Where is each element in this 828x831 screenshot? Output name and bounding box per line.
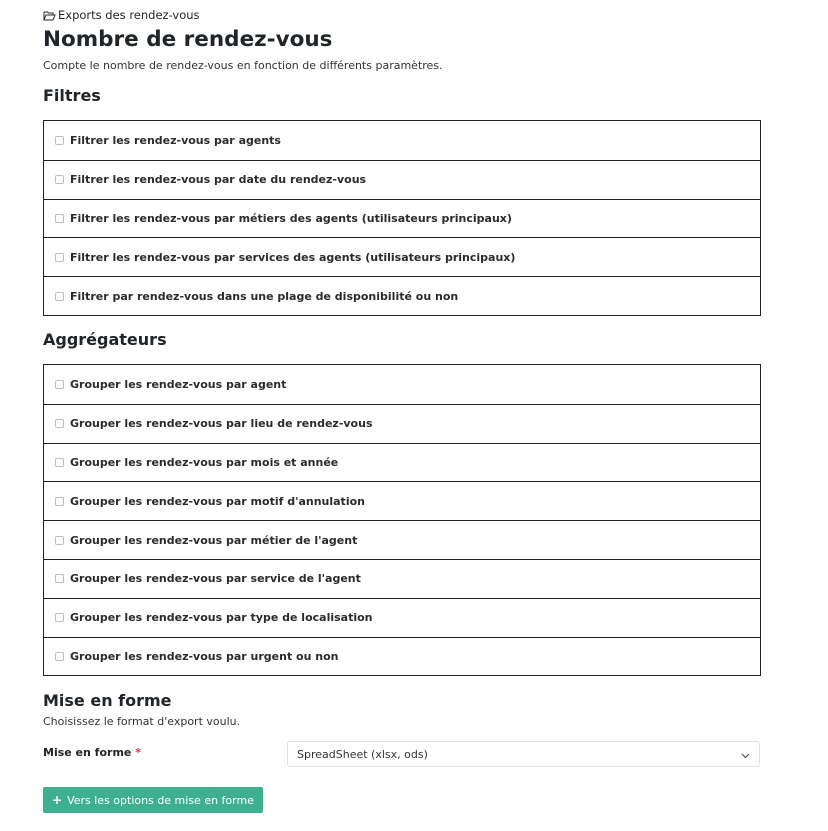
aggregators-list: [43, 364, 761, 676]
aggregator-label: Grouper les rendez-vous par métier de l'agent: [70, 533, 358, 547]
aggregator-item[interactable]: [44, 598, 760, 637]
filters-title: Filtres: [43, 86, 101, 105]
checkbox[interactable]: [55, 136, 64, 145]
plus-icon: +: [52, 793, 63, 807]
filter-label: Filtrer les rendez-vous par services des agents (utilisateurs principaux): [70, 250, 516, 264]
format-select[interactable]: [287, 741, 760, 767]
checkbox[interactable]: [55, 175, 64, 184]
formatting-help: Choisissez le format d'export voulu.: [43, 715, 241, 728]
aggregator-label: Grouper les rendez-vous par motif d'annulation: [70, 494, 365, 508]
aggregator-item[interactable]: [44, 365, 760, 404]
aggregator-label: Grouper les rendez-vous par service de l'agent: [70, 572, 361, 586]
checkbox[interactable]: [55, 652, 64, 661]
aggregator-item[interactable]: [44, 443, 760, 482]
aggregator-item[interactable]: [44, 559, 760, 598]
chevron-down-icon: [741, 750, 750, 759]
aggregator-label: Grouper les rendez-vous par agent: [70, 377, 287, 391]
checkbox[interactable]: [55, 419, 64, 428]
breadcrumb-link[interactable]: Exports des rendez-vous: [58, 8, 200, 22]
aggregator-label: Grouper les rendez-vous par urgent ou non: [70, 649, 339, 663]
aggregator-label: Grouper les rendez-vous par mois et année: [70, 455, 339, 469]
aggregator-item[interactable]: [44, 404, 760, 443]
filter-item[interactable]: [44, 121, 760, 160]
filter-label: Filtrer les rendez-vous par agents: [70, 133, 281, 147]
page-title: Nombre de rendez-vous: [43, 27, 333, 52]
checkbox[interactable]: [55, 574, 64, 583]
format-select-value: SpreadSheet (xlsx, ods): [297, 747, 428, 761]
format-field-label: [43, 746, 141, 759]
format-label-text: Mise en forme: [43, 746, 132, 759]
filters-list: [43, 120, 761, 316]
checkbox[interactable]: [55, 497, 64, 506]
aggregator-label: Grouper les rendez-vous par type de localisation: [70, 611, 373, 625]
required-mark: *: [135, 746, 141, 759]
filter-item[interactable]: [44, 276, 760, 315]
aggregator-item[interactable]: [44, 637, 760, 676]
checkbox[interactable]: [55, 214, 64, 223]
page-subtitle: Compte le nombre de rendez-vous en fonction de différents paramètres.: [43, 59, 443, 72]
filter-item[interactable]: [44, 237, 760, 276]
filter-item[interactable]: [44, 160, 760, 199]
checkbox[interactable]: [55, 458, 64, 467]
checkbox[interactable]: [55, 380, 64, 389]
aggregator-item[interactable]: [44, 481, 760, 520]
filter-label: Filtrer les rendez-vous par métiers des agents (utilisateurs principaux): [70, 211, 512, 225]
formatting-options-button[interactable]: [43, 787, 263, 813]
filter-item[interactable]: [44, 199, 760, 238]
formatting-title: Mise en forme: [43, 691, 172, 710]
checkbox[interactable]: [55, 292, 64, 301]
aggregator-item[interactable]: [44, 520, 760, 559]
aggregators-title: Aggrégateurs: [43, 330, 167, 349]
aggregator-label: Grouper les rendez-vous par lieu de rendez-vous: [70, 417, 373, 431]
checkbox[interactable]: [55, 613, 64, 622]
checkbox[interactable]: [55, 253, 64, 262]
checkbox[interactable]: [55, 536, 64, 545]
breadcrumb: [43, 8, 200, 22]
filter-label: Filtrer les rendez-vous par date du rendez-vous: [70, 173, 367, 187]
formatting-options-label: Vers les options de mise en forme: [67, 793, 254, 807]
filter-label: Filtrer par rendez-vous dans une plage de disponibilité ou non: [70, 289, 459, 303]
folder-open-icon: [43, 10, 56, 21]
